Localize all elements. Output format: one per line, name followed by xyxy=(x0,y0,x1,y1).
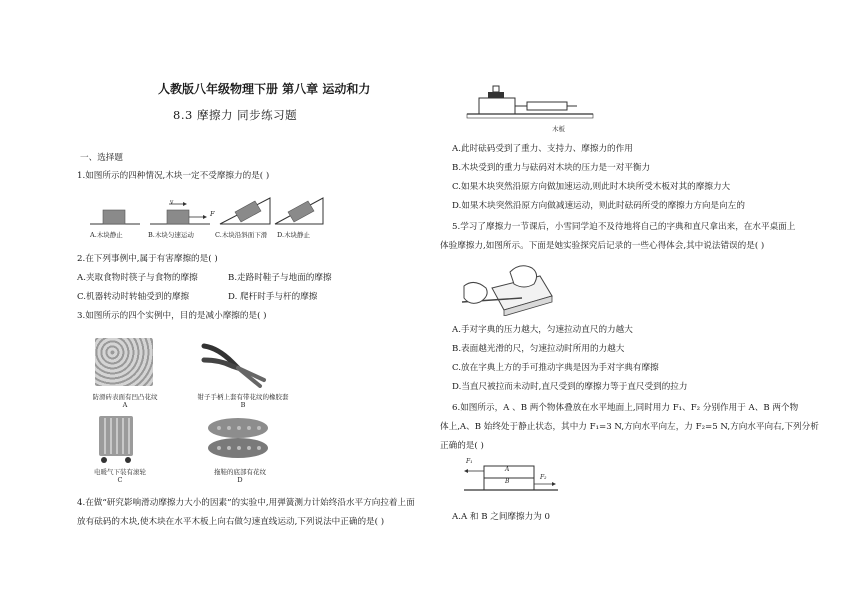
q4-line-2: 放有砝码的木块,使木块在水平木板上向右做匀速直线运动,下列说法中正确的是( ) xyxy=(77,517,385,527)
q6-stacked-blocks-figure xyxy=(462,458,562,496)
q6-line-2: 体上,A、B 始终处于静止状态，其中力 F₁=3 N,方向水平向左，力 F₂=5 N,方向水平向右,下列分析 xyxy=(440,422,819,432)
q2-option-d: D. 爬杆时手与杆的摩擦 xyxy=(228,292,318,302)
q1-caption-a: A.木块静止 xyxy=(90,231,123,239)
q1-caption-c: C.木块沿斜面下滑 xyxy=(215,231,268,239)
q3-caption-b: 钳子手柄上套有带花纹的橡胶套 xyxy=(197,393,289,401)
q5-line-2: 体验摩擦力,如图所示。下面是她实验探究后记录的一些心得体会,其中说法错误的是( ) xyxy=(440,241,765,251)
q3-caption-d: 拖鞋的底部有花纹 xyxy=(214,468,266,476)
q3-anti-slip-tile-image xyxy=(95,338,153,386)
q5-option-c: C.放在字典上方的手可推动字典是因为手对字典有摩擦 xyxy=(452,363,659,373)
q3-caption-a-letter: A xyxy=(122,401,128,409)
q5-line-1: 5.学习了摩擦力一节课后，小雪同学迫不及待地将自己的字典和直尺拿出来，在水平桌面上 xyxy=(452,222,796,232)
q5-option-d: D.当直尺被拉而未动时,直尺受到的摩擦力等于直尺受到的拉力 xyxy=(452,382,688,392)
q3-pliers-image xyxy=(198,340,268,388)
q2-text: 2.在下列事例中,属于有害摩擦的是( ) xyxy=(77,254,218,264)
page-title: 人教版八年级物理下册 第八章 运动和力 xyxy=(158,82,371,96)
q6-line-1: 6.如图所示，A 、B 两个物体叠放在水平地面上,同时用力 F₁、F₂ 分别作用于 A、B 两个物 xyxy=(452,403,799,413)
q1-arrow-f-label: F xyxy=(210,210,215,218)
q6-block-a-label: A xyxy=(505,466,510,473)
q1-arrow-v-label: v xyxy=(170,199,174,206)
q1-text: 1.如图所示的四种情况,木块一定不受摩擦力的是( ) xyxy=(77,171,270,181)
q3-caption-c: 电暖气下装有滚轮 xyxy=(94,468,146,476)
q4-option-b: B.木块受到的重力与砝码对木块的压力是一对平衡力 xyxy=(452,163,651,173)
q6-block-b-label: B xyxy=(505,478,510,485)
q3-slipper-sole-image xyxy=(205,416,271,460)
q4-option-a: A.此时砝码受到了重力、支持力、摩擦力的作用 xyxy=(452,144,633,154)
section-heading: 一、选择题 xyxy=(80,153,123,163)
q3-caption-c-letter: C xyxy=(117,476,123,484)
q3-caption-a: 防滑砖表面有凹凸花纹 xyxy=(92,393,158,401)
q5-option-a: A.手对字典的压力越大，匀速拉动直尺的力越大 xyxy=(452,325,633,335)
q4-figure xyxy=(465,82,595,128)
q3-caption-b-letter: B xyxy=(240,401,246,409)
q1-caption-b: B.木块匀速运动 xyxy=(148,231,194,239)
q4-option-d: D.如果木块突然沿原方向做减速运动，则此时砝码所受的摩擦力方向是向左的 xyxy=(452,201,745,211)
q6-line-3: 正确的是( ) xyxy=(440,441,484,451)
q4-line-1: 4.在做“研究影响滑动摩擦力大小的因素”的实验中,用弹簧测力计始终沿水平方向拉着上面 xyxy=(77,498,415,508)
q3-caption-d-letter: D xyxy=(237,476,243,484)
q4-option-c: C.如果木块突然沿原方向做加速运动,则此时木块所受木板对其的摩擦力大 xyxy=(452,182,731,192)
q2-option-b: B.走路时鞋子与地面的摩擦 xyxy=(228,273,332,283)
q3-heater-image xyxy=(96,412,138,464)
q6-f2-label: F₂ xyxy=(540,474,547,481)
page-subtitle: 8.3 摩擦力 同步练习题 xyxy=(173,108,298,122)
q4-board-label: 木板 xyxy=(552,125,565,133)
q1-figure xyxy=(85,192,325,234)
q5-option-b: B.表面越光滑的尺，匀速拉动时所用的力越大 xyxy=(452,344,625,354)
q6-f1-label: F₁ xyxy=(466,458,473,465)
q2-option-c: C.机器转动时转轴受到的摩擦 xyxy=(77,292,190,302)
q5-hands-dictionary-image xyxy=(460,258,555,316)
q3-text: 3.如图所示的四个实例中，目的是减小摩擦的是( ) xyxy=(77,311,267,321)
q6-option-a: A.A 和 B 之间摩擦力为 0 xyxy=(452,512,551,522)
q1-caption-d: D.木块静止 xyxy=(277,231,311,239)
q2-option-a: A.夹取食物时筷子与食物的摩擦 xyxy=(77,273,198,283)
